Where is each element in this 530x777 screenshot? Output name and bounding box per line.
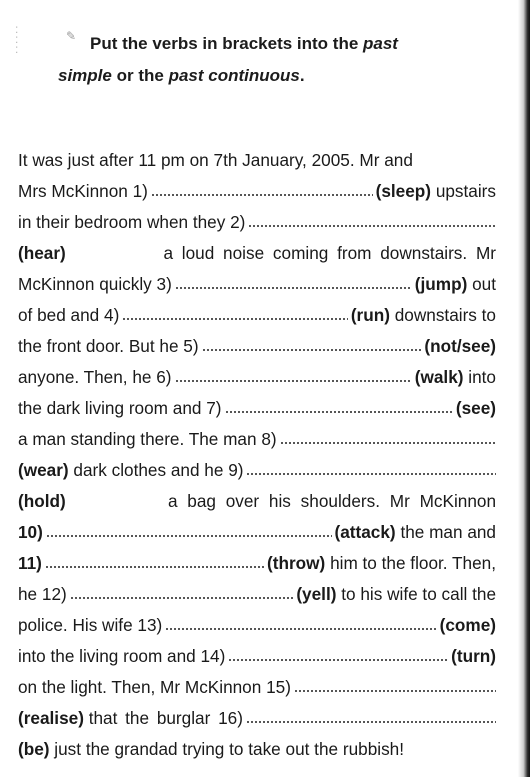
passage-line: It was just after 11 pm on 7th January, 2005. Mr and bbox=[18, 150, 413, 170]
passage-line: (hear) a loud noise coming from downstairs. Mr bbox=[18, 238, 496, 269]
answer-blank[interactable] bbox=[70, 596, 294, 608]
verb-prompt: (throw) bbox=[267, 553, 326, 573]
verb-prompt: (not/see) bbox=[424, 336, 496, 356]
answer-blank[interactable] bbox=[228, 658, 448, 670]
pencil-icon: ✎ bbox=[66, 29, 77, 43]
verb-prompt: (jump) bbox=[414, 274, 468, 294]
passage-line: McKinnon quickly 3) (jump) out bbox=[18, 269, 496, 300]
answer-blank[interactable] bbox=[151, 193, 373, 205]
instruction-emphasis: simple bbox=[58, 66, 112, 85]
passage-line: (be) just the grandad trying to take out the rubbish! bbox=[18, 734, 496, 765]
verb-prompt: (yell) bbox=[296, 584, 337, 604]
passage-line: he 12) (yell) to his wife to call the bbox=[18, 579, 496, 610]
passage-line: Mrs McKinnon 1) (sleep) upstairs bbox=[18, 176, 496, 207]
passage-line: of bed and 4) (run) downstairs to bbox=[18, 300, 496, 331]
answer-blank[interactable] bbox=[246, 472, 496, 484]
exercise-instruction bbox=[58, 28, 498, 92]
passage-line: on the light. Then, Mr McKinnon 15) bbox=[18, 672, 496, 703]
reading-passage bbox=[18, 145, 496, 765]
answer-blank[interactable] bbox=[248, 224, 496, 236]
instruction-text: Put the verbs in brackets into the bbox=[90, 34, 359, 53]
passage-line: (realise) that the burglar 16) bbox=[18, 703, 496, 734]
answer-blank[interactable] bbox=[246, 720, 496, 732]
passage-line: (hold) a bag over his shoulders. Mr McKinnon bbox=[18, 486, 496, 517]
passage-line: a man standing there. The man 8) bbox=[18, 424, 496, 455]
instruction-emphasis: past bbox=[363, 34, 398, 53]
verb-prompt: (hear) bbox=[18, 243, 66, 263]
verb-prompt: (hold) bbox=[18, 491, 66, 511]
instruction-text: . bbox=[299, 66, 305, 85]
passage-line: the front door. But he 5) (not/see) bbox=[18, 331, 496, 362]
page-edge-shadow bbox=[518, 0, 530, 777]
verb-prompt: (wear) bbox=[18, 460, 69, 480]
passage-line: into the living room and 14) (turn) bbox=[18, 641, 496, 672]
answer-blank[interactable] bbox=[202, 348, 422, 360]
answer-blank[interactable] bbox=[45, 565, 264, 577]
instruction-text: or the bbox=[116, 66, 164, 85]
passage-line: police. His wife 13) (come) bbox=[18, 610, 496, 641]
passage-line: anyone. Then, he 6) (walk) into bbox=[18, 362, 496, 393]
passage-line: 11) (throw) him to the floor. Then, bbox=[18, 548, 496, 579]
verb-prompt: (attack) bbox=[334, 522, 396, 542]
instruction-emphasis: past continuous bbox=[168, 66, 300, 85]
verb-prompt: (come) bbox=[439, 615, 496, 635]
passage-line: the dark living room and 7) (see) bbox=[18, 393, 496, 424]
exercise-number-mark: : : : bbox=[15, 22, 18, 56]
verb-prompt: (turn) bbox=[451, 646, 496, 666]
passage-line: 10) (attack) the man and bbox=[18, 517, 496, 548]
passage-line: in their bedroom when they 2) bbox=[18, 207, 496, 238]
answer-blank[interactable] bbox=[165, 627, 436, 639]
answer-blank[interactable] bbox=[280, 441, 496, 453]
verb-prompt: (see) bbox=[455, 398, 496, 418]
verb-prompt: (realise) bbox=[18, 708, 84, 728]
answer-blank[interactable] bbox=[46, 534, 332, 546]
verb-prompt: (walk) bbox=[414, 367, 464, 387]
verb-prompt: (run) bbox=[350, 305, 390, 325]
answer-blank[interactable] bbox=[175, 379, 412, 391]
answer-blank[interactable] bbox=[122, 317, 348, 329]
verb-prompt: (sleep) bbox=[375, 181, 432, 201]
answer-blank[interactable] bbox=[294, 689, 496, 701]
verb-prompt: (be) bbox=[18, 739, 50, 759]
answer-blank[interactable] bbox=[175, 286, 412, 298]
answer-blank[interactable] bbox=[225, 410, 453, 422]
passage-line: (wear) dark clothes and he 9) bbox=[18, 455, 496, 486]
